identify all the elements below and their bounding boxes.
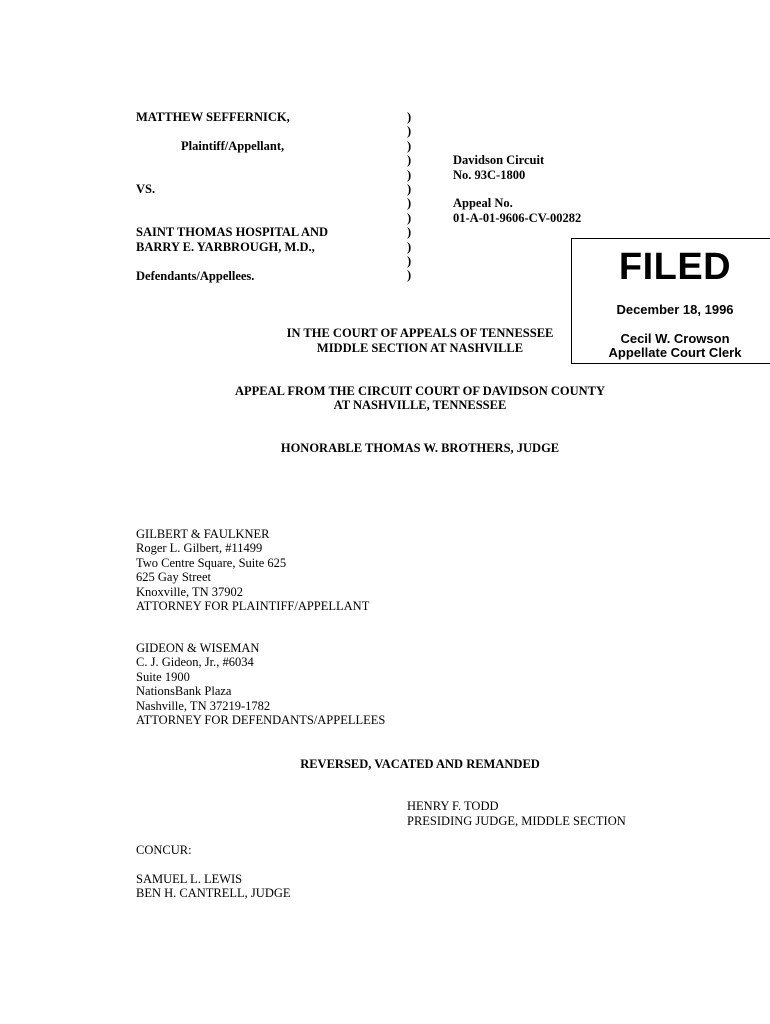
- concur-label: CONCUR:: [136, 843, 192, 857]
- paren: ): [407, 268, 412, 283]
- defendant-line-1: SAINT THOMAS HOSPITAL AND: [136, 225, 329, 239]
- paren: ): [407, 210, 412, 225]
- attorney-line: ATTORNEY FOR PLAINTIFF/APPELLANT: [136, 599, 370, 614]
- disposition: REVERSED, VACATED AND REMANDED: [300, 757, 540, 771]
- stamp-clerk-title: Appellate Court Clerk: [608, 345, 742, 360]
- plaintiff-attorney-block: [136, 527, 369, 613]
- stamp-clerk-name: Cecil W. Crowson: [620, 331, 730, 346]
- paren: ): [407, 153, 412, 168]
- paren: ): [407, 239, 412, 254]
- appeal-number: 01-A-01-9606-CV-00282: [453, 211, 582, 225]
- paren: ): [407, 138, 412, 153]
- appeal-from-line-1: APPEAL FROM THE CIRCUIT COURT OF DAVIDSON COUNTY: [234, 384, 606, 398]
- caption-parens: [407, 110, 411, 283]
- plaintiff-role: Plaintiff/Appellant,: [181, 139, 285, 153]
- paren: ): [407, 225, 412, 240]
- attorney-line: NationsBank Plaza: [136, 684, 232, 699]
- attorney-line: Suite 1900: [136, 669, 190, 684]
- paren: ): [407, 196, 412, 211]
- court-name: IN THE COURT OF APPEALS OF TENNESSEE: [286, 326, 554, 340]
- concurring-judge: SAMUEL L. LEWIS: [136, 872, 243, 886]
- stamp-title: FILED: [618, 246, 732, 288]
- defendant-attorney-block: [136, 641, 385, 727]
- paren: ): [407, 182, 412, 197]
- versus-label: VS.: [136, 182, 156, 196]
- attorney-line: Knoxville, TN 37902: [136, 584, 244, 599]
- trial-judge: HONORABLE THOMAS W. BROTHERS, JUDGE: [280, 441, 560, 455]
- plaintiff-name: MATTHEW SEFFERNICK,: [136, 110, 290, 124]
- appeal-label: Appeal No.: [453, 196, 513, 210]
- attorney-line: ATTORNEY FOR DEFENDANTS/APPELLEES: [136, 713, 386, 728]
- attorney-line: GILBERT & FAULKNER: [136, 527, 270, 541]
- appeal-from-line-2: AT NASHVILLE, TENNESSEE: [333, 398, 507, 412]
- paren: ): [407, 124, 412, 139]
- attorney-line: C. J. Gideon, Jr., #6034: [136, 655, 254, 670]
- court-section: MIDDLE SECTION AT NASHVILLE: [316, 341, 524, 355]
- attorney-line: GIDEON & WISEMAN: [136, 641, 260, 655]
- circuit-number: No. 93C-1800: [453, 168, 526, 182]
- circuit-label: Davidson Circuit: [453, 153, 545, 167]
- attorney-line: Nashville, TN 37219-1782: [136, 698, 271, 713]
- paren: ): [407, 254, 412, 269]
- stamp-date: December 18, 1996: [616, 302, 734, 317]
- paren: ): [407, 167, 412, 182]
- attorney-line: 625 Gay Street: [136, 570, 211, 585]
- author-name: HENRY F. TODD: [407, 799, 499, 813]
- attorney-line: Roger L. Gilbert, #11499: [136, 541, 263, 556]
- author-title: PRESIDING JUDGE, MIDDLE SECTION: [407, 814, 626, 828]
- paren: ): [407, 110, 412, 124]
- defendant-role: Defendants/Appellees.: [136, 269, 255, 283]
- concurring-judge: BEN H. CANTRELL, JUDGE: [136, 886, 291, 900]
- attorney-line: Two Centre Square, Suite 625: [136, 555, 287, 570]
- defendant-line-2: BARRY E. YARBROUGH, M.D.,: [136, 240, 315, 254]
